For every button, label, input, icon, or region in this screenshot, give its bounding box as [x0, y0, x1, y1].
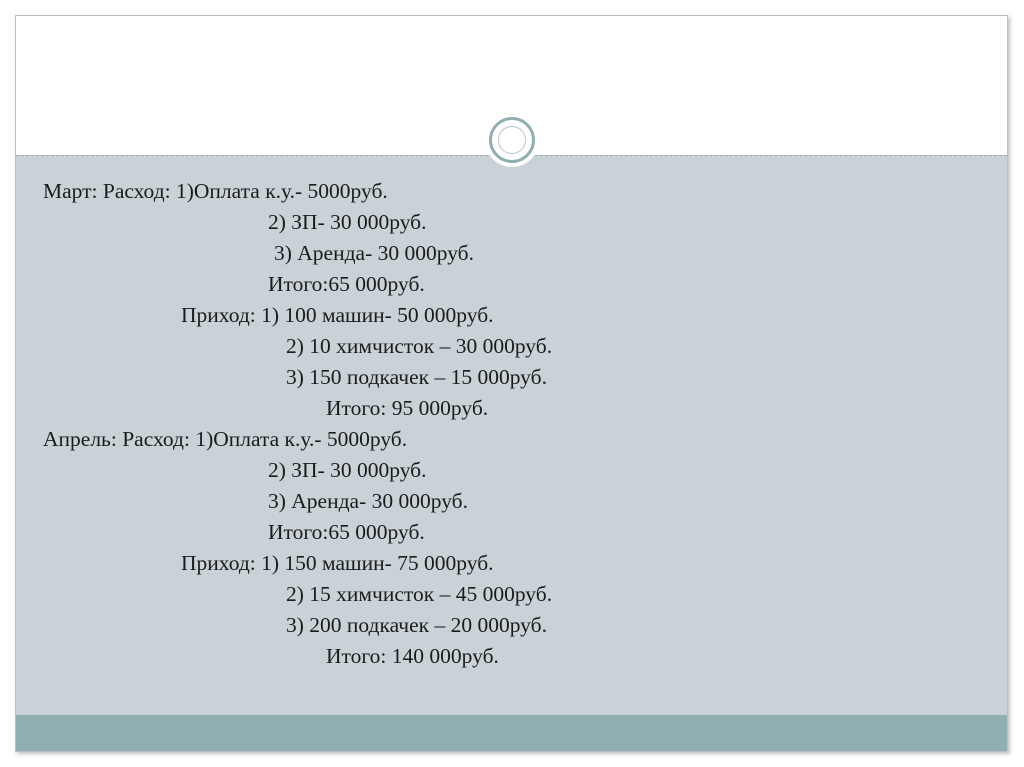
march-income-line-1: Приход: 1) 100 машин- 50 000руб.: [181, 303, 494, 327]
april-income-total: Итого: 140 000руб.: [326, 644, 499, 668]
march-expense-line-2: 2) ЗП- 30 000руб.: [268, 210, 427, 234]
march-income-line-2: 2) 10 химчисток – 30 000руб.: [286, 334, 553, 358]
april-expense-line-2: 2) ЗП- 30 000руб.: [268, 458, 427, 482]
march-income-line-3: 3) 150 подкачек – 15 000руб.: [286, 365, 547, 389]
inner-circle-icon: [498, 126, 526, 154]
march-income-total: Итого: 95 000руб.: [326, 396, 489, 420]
circle-ornament-icon: [485, 113, 539, 167]
april-expense-line-3: 3) Аренда- 30 000руб.: [268, 489, 468, 513]
circle-ring-icon: [489, 117, 535, 163]
april-income-line-1: Приход: 1) 150 машин- 75 000руб.: [181, 551, 494, 575]
april-expense-line-1: Апрель: Расход: 1)Оплата к.у.- 5000руб.: [43, 427, 408, 451]
april-income-line-3: 3) 200 подкачек – 20 000руб.: [286, 613, 547, 637]
april-expense-total: Итого:65 000руб.: [268, 520, 425, 544]
april-income-line-2: 2) 15 химчисток – 45 000руб.: [286, 582, 553, 606]
march-expense-total: Итого:65 000руб.: [268, 272, 425, 296]
slide: [15, 15, 1008, 752]
march-expense-line-1: Март: Расход: 1)Оплата к.у.- 5000руб.: [43, 179, 388, 203]
march-expense-line-3: 3) Аренда- 30 000руб.: [274, 241, 474, 265]
footer-bar: [16, 715, 1007, 751]
